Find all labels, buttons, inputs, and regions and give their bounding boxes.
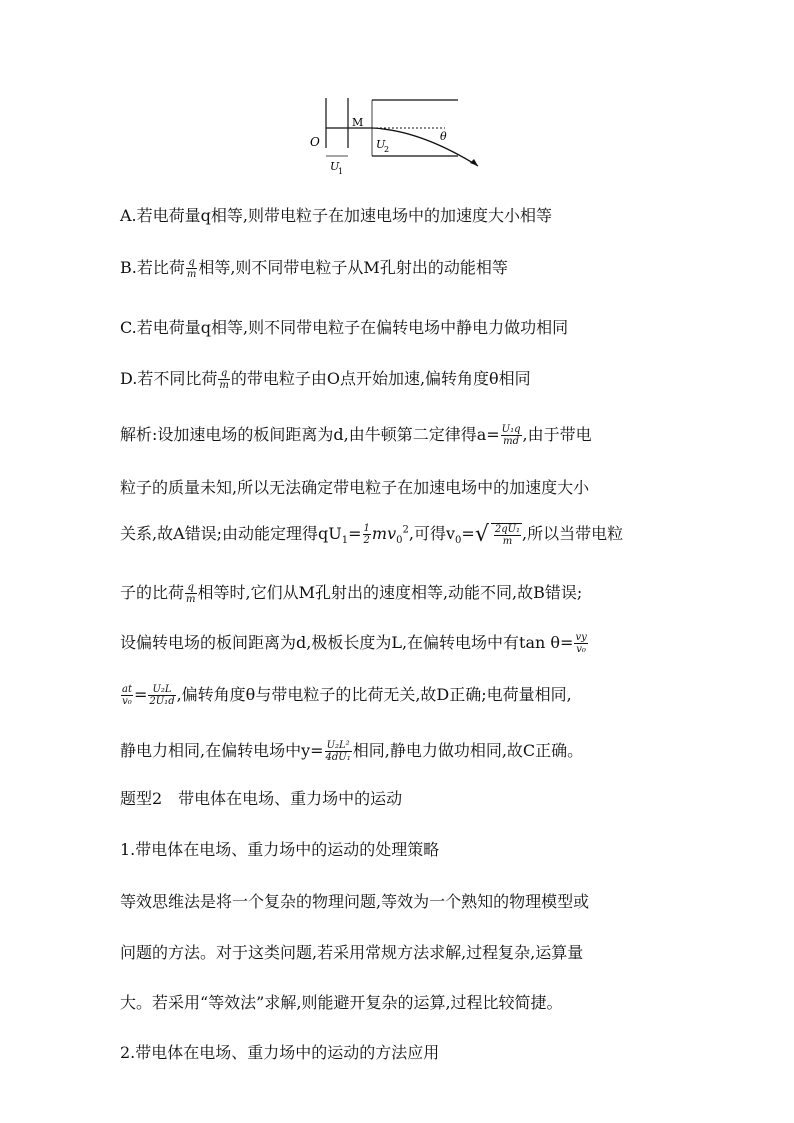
section-item-2 <box>0 1040 794 1063</box>
frac-num: at <box>122 684 132 695</box>
analysis-text: mv <box>371 524 397 543</box>
analysis-line-2 <box>0 475 794 498</box>
frac-num: q <box>185 582 196 594</box>
option-d <box>0 366 794 391</box>
analysis-text: ,偏转角度θ与带电粒子的比荷无关,故D正确;电荷量相同, <box>176 685 572 704</box>
analysis-line-6 <box>0 682 794 707</box>
option-c <box>0 315 794 338</box>
label-U2: U <box>376 138 386 151</box>
frac-num: vy <box>575 632 587 643</box>
subscript: 0 <box>455 535 462 547</box>
label-theta: θ <box>440 130 447 143</box>
analysis-text: ,可得v <box>408 524 456 543</box>
analysis-text: 相等时,它们从M孔射出的速度相等,动能不同,故B错误; <box>197 583 583 602</box>
frac-den: md <box>503 436 520 447</box>
analysis-fraction <box>121 684 133 707</box>
frac-den: v₀ <box>576 644 586 655</box>
section-title-type2 <box>0 786 794 809</box>
paragraph-line-3 <box>0 990 794 1013</box>
analysis-fraction <box>501 424 522 447</box>
paragraph-text: 大。若采用“等效法”求解,则能避开复杂的运算,过程比较简捷。 <box>120 993 563 1012</box>
option-d-fraction <box>218 368 229 391</box>
frac-den: v₀ <box>122 696 132 707</box>
analysis-fraction <box>574 632 587 655</box>
analysis-text: ,所以当带电粒 <box>522 524 624 543</box>
option-b-pre: B.若比荷 <box>120 258 185 277</box>
option-b-post: 相等,则不同带电粒子从M孔射出的动能相等 <box>198 258 508 277</box>
frac-num: 1 <box>363 523 370 534</box>
option-a-text: A.若电荷量q相等,则带电粒子在加速电场中的加速度大小相等 <box>120 206 552 225</box>
frac-num: q <box>186 257 197 269</box>
analysis-line-1 <box>0 422 794 447</box>
superscript: 2 <box>402 524 409 536</box>
analysis-fraction <box>148 684 175 707</box>
sqrt-icon: √ <box>474 522 489 547</box>
label-U1: U <box>330 160 340 173</box>
analysis-text: 相同,静电力做功相同,故C正确。 <box>352 741 584 760</box>
accelerator-deflector-diagram <box>300 90 500 182</box>
section-item-1 <box>0 837 794 860</box>
analysis-fraction <box>363 523 371 546</box>
analysis-text: 子的比荷 <box>120 583 185 602</box>
label-U2-sub: 2 <box>384 145 390 154</box>
option-d-post: 的带电粒子由O点开始加速,偏转角度θ相同 <box>230 369 531 388</box>
frac-den: m <box>219 380 229 391</box>
frac-den: m <box>186 594 196 605</box>
label-M: M <box>352 116 364 129</box>
section-item-text: 1.带电体在电场、重力场中的运动的处理策略 <box>120 840 440 859</box>
option-d-pre: D.若不同比荷 <box>120 369 218 388</box>
trajectory-arrow <box>470 159 478 166</box>
option-c-text: C.若电荷量q相等,则不同带电粒子在偏转电场中静电力做功相同 <box>120 318 569 337</box>
section-title-text: 题型2 带电体在电场、重力场中的运动 <box>120 789 403 808</box>
sqrt-body <box>491 523 522 547</box>
physics-diagram <box>300 90 500 182</box>
analysis-text: 关系,故A错误;由动能定理得qU <box>120 524 342 543</box>
frac-num: U₁q <box>501 424 521 435</box>
analysis-fraction <box>325 740 352 763</box>
analysis-line-7 <box>0 738 794 763</box>
label-O: O <box>310 135 320 149</box>
paragraph-text: 等效思维法是将一个复杂的物理问题,等效为一个熟知的物理模型或 <box>120 892 590 911</box>
frac-num: U₂L <box>148 684 175 696</box>
analysis-text: 粒子的质量未知,所以无法确定带电粒子在加速电场中的加速度大小 <box>120 478 590 497</box>
paragraph-text: 问题的方法。对于这类问题,若采用常规方法求解,过程复杂,运算量 <box>120 943 584 962</box>
analysis-line-3 <box>0 521 794 547</box>
frac-den: 2 <box>363 535 370 546</box>
option-a <box>0 203 794 226</box>
frac-den: 4dU₁ <box>325 752 351 763</box>
frac-den: m <box>502 535 513 547</box>
analysis-line-5 <box>0 630 794 655</box>
frac-den: 2U₁d <box>149 696 175 707</box>
label-U1-sub: 1 <box>338 167 344 176</box>
section-item-text: 2.带电体在电场、重力场中的运动的方法应用 <box>120 1043 440 1062</box>
analysis-line-4 <box>0 580 794 605</box>
paragraph-line-2 <box>0 940 794 963</box>
option-b <box>0 255 794 280</box>
subscript: 1 <box>341 535 349 547</box>
analysis-text: = <box>133 685 148 704</box>
analysis-text: = <box>348 524 362 543</box>
frac-num: q <box>218 368 229 380</box>
frac-num: U₂L² <box>325 740 352 752</box>
frac-num: 2qU₁ <box>494 523 521 535</box>
analysis-text: = <box>461 524 475 543</box>
analysis-text: 静电力相同,在偏转电场中y= <box>120 741 324 760</box>
subscript: 0 <box>396 535 403 547</box>
option-b-fraction <box>186 257 197 280</box>
analysis-text: 设偏转电场的板间距离为d,极板长度为L,在偏转电场中有tan θ= <box>120 633 574 652</box>
analysis-text: 解析:设加速电场的板间距离为d,由牛顿第二定律得a= <box>120 425 500 444</box>
analysis-fraction <box>494 524 521 547</box>
analysis-fraction <box>185 582 196 605</box>
paragraph-line-1 <box>0 889 794 912</box>
analysis-text: ,由于带电 <box>522 425 592 444</box>
frac-den: m <box>186 269 197 280</box>
